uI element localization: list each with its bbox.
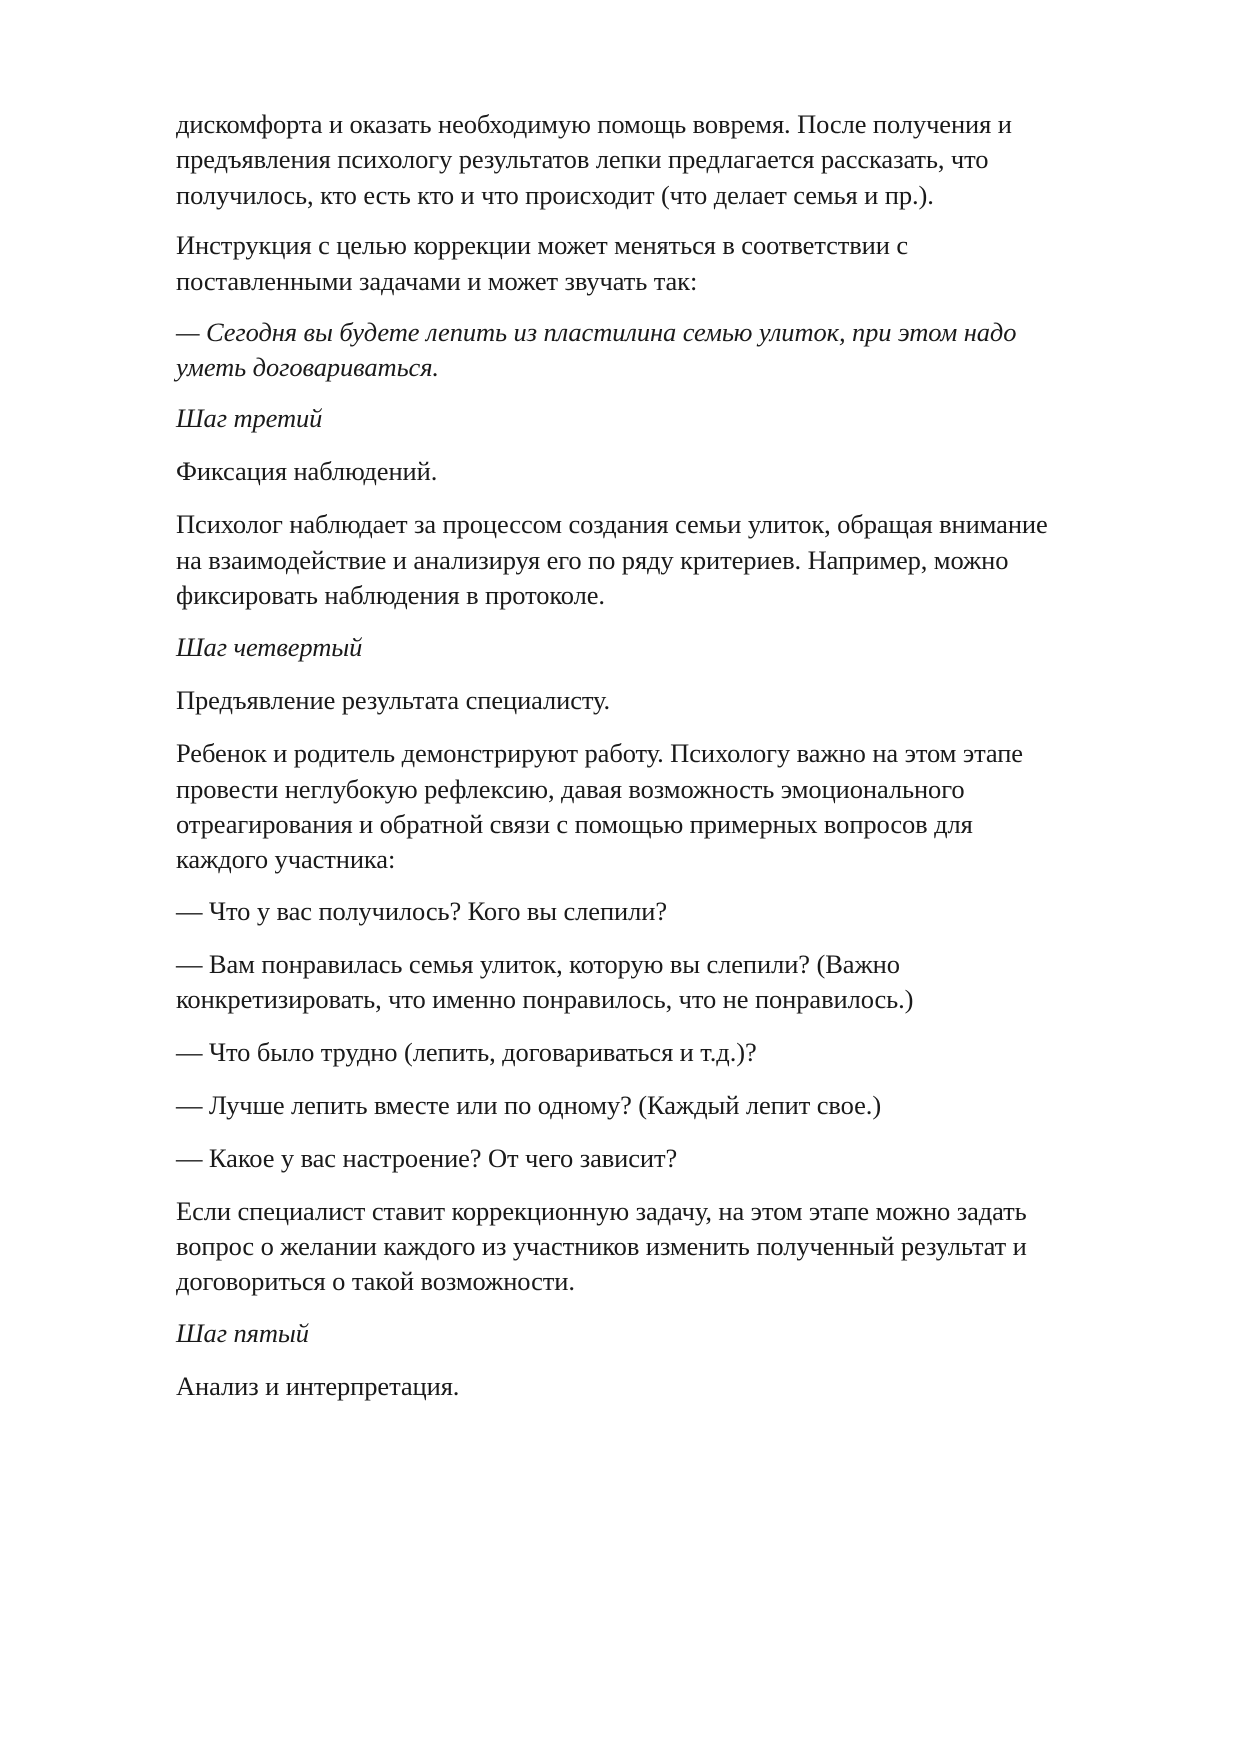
text-line: на взаимодействие и анализируя его по ряду критериев. Например, можно bbox=[176, 545, 1009, 575]
text-line: — Сегодня вы будете лепить из пластилина семью улиток, при этом надо bbox=[176, 317, 1017, 347]
text-line: отреагирования и обратной связи с помощью примерных вопросов для bbox=[176, 809, 973, 839]
step-three-heading: Шаг третий bbox=[176, 403, 323, 433]
text-line: дискомфорта и оказать необходимую помощь вовремя. После получения и bbox=[176, 109, 1012, 139]
text-line: Инструкция с целью коррекции может меняться в соответствии с bbox=[176, 230, 909, 260]
paragraph-observation-title: Фиксация наблюдений. bbox=[176, 456, 438, 486]
text-line: фиксировать наблюдения в протоколе. bbox=[176, 580, 605, 610]
question-mood: — Какое у вас настроение? От чего зависит? bbox=[176, 1143, 678, 1173]
paragraph-analysis-title: Анализ и интерпретация. bbox=[176, 1371, 460, 1401]
question-what-made: — Что у вас получилось? Кого вы слепили? bbox=[176, 896, 667, 926]
text-line: провести неглубокую рефлексию, давая возможность эмоционального bbox=[176, 774, 965, 804]
text-line: каждого участника: bbox=[176, 844, 396, 874]
text-line: договориться о такой возможности. bbox=[176, 1266, 575, 1296]
question-together-or-alone: — Лучше лепить вместе или по одному? (Каждый лепит свое.) bbox=[176, 1090, 882, 1120]
question-what-was-hard: — Что было трудно (лепить, договариваться и т.д.)? bbox=[176, 1037, 757, 1067]
text-line: вопрос о желании каждого из участников изменить полученный результат и bbox=[176, 1231, 1027, 1261]
text-line: поставленными задачами и может звучать так: bbox=[176, 266, 698, 296]
text-line: Психолог наблюдает за процессом создания семьи улиток, обращая внимание bbox=[176, 509, 1048, 539]
text-line: — Вам понравилась семья улиток, которую вы слепили? (Важно bbox=[176, 949, 900, 979]
text-line: Если специалист ставит коррекционную задачу, на этом этапе можно задать bbox=[176, 1196, 1027, 1226]
text-line: конкретизировать, что именно понравилось, что не понравилось.) bbox=[176, 984, 914, 1014]
step-five-heading: Шаг пятый bbox=[176, 1318, 309, 1348]
text-line: уметь договариваться. bbox=[176, 352, 439, 382]
paragraph-presentation-title: Предъявление результата специалисту. bbox=[176, 685, 611, 715]
text-line: Ребенок и родитель демонстрируют работу. Психологу важно на этом этапе bbox=[176, 738, 1023, 768]
text-line: предъявления психологу результатов лепки предлагается рассказать, что bbox=[176, 144, 989, 174]
step-four-heading: Шаг четвертый bbox=[176, 632, 363, 662]
text-line: получилось, кто есть кто и что происходит (что делает семья и пр.). bbox=[176, 180, 934, 210]
